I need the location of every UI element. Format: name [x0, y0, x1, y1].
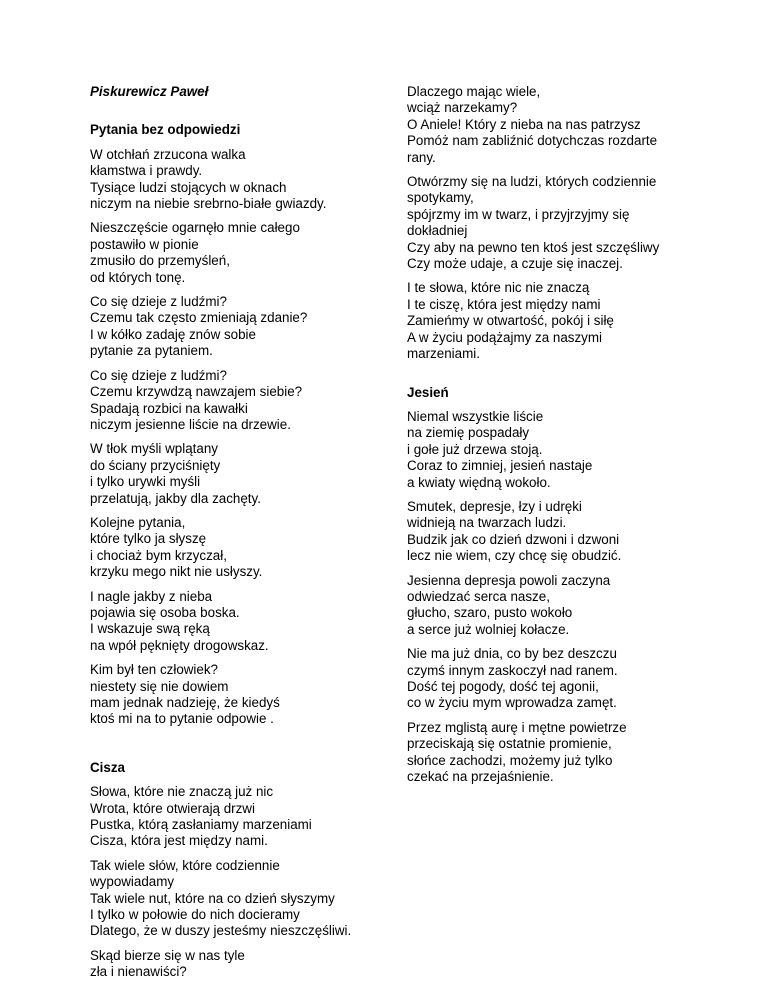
poem-line: Co się dzieje z ludźmi?: [90, 367, 227, 383]
stanza: [407, 573, 707, 639]
poem-line: Nie ma już dnia, co by bez deszczu: [407, 646, 617, 662]
poem-line: Przez mglistą aurę i mętne powietrze: [407, 719, 627, 735]
poem-line: głucho, szaro, pusto wokoło: [407, 605, 573, 621]
poem-line: lecz nie wiem, czy chcę się obudzić.: [407, 548, 622, 564]
poem-line: Co się dzieje z ludźmi?: [90, 294, 227, 310]
poem-line: Cisza, która jest między nami.: [90, 833, 268, 849]
poem-line: Nieszczęście ogarnęło mnie całego: [90, 220, 300, 236]
poem-line: i gołe już drzewa stoją.: [407, 441, 543, 457]
poem-line: I nagle jakby z nieba: [90, 588, 213, 604]
poem-line: Czemu krzywdzą nawzajem siebie?: [90, 384, 303, 400]
poem-line: Pustka, którą zasłaniamy marzeniami: [90, 817, 312, 833]
poem-line: Skąd bierze się w nas tyle: [90, 947, 245, 963]
stanza: [407, 174, 707, 272]
stanza: [90, 368, 390, 434]
poem-line: pytanie za pytaniem.: [90, 343, 213, 359]
poem-line: dokładniej: [407, 223, 468, 239]
poem-body: [90, 784, 390, 980]
poem-line: I wskazuje swą ręką: [90, 621, 210, 637]
left-column: [90, 84, 390, 989]
poem-line: Smutek, depresje, łzy i udręki: [407, 498, 582, 514]
poem-line: A w życiu podążajmy za naszymi: [407, 329, 602, 345]
poem-line: Dlaczego mając wiele,: [407, 84, 541, 99]
poem-line: czymś innym zaskoczył nad ranem.: [407, 662, 618, 678]
poem-line: rany.: [407, 149, 436, 165]
poem-line: Dlatego, że w duszy jesteśmy nieszczęśliwi.: [90, 923, 352, 939]
poem-line: Tak wiele nut, które na co dzień słyszymy: [90, 890, 335, 906]
author-name: Piskurewicz Paweł: [90, 84, 209, 99]
poem-line: Dość tej pogody, dość tej agonii,: [407, 679, 599, 694]
poem-line: Otwórzmy się na ludzi, których codziennie: [407, 174, 657, 190]
poem-line: Kolejne pytania,: [90, 514, 186, 530]
poem-line: I tylko w połowie do nich docieramy: [90, 907, 300, 923]
stanza: [90, 948, 390, 981]
poem-line: pojawia się osoba boska.: [90, 604, 240, 620]
poem-line: Czy może udaje, a czuje się inaczej.: [407, 256, 623, 272]
stanza: [90, 858, 390, 940]
right-column: [407, 84, 707, 793]
stanza: [407, 409, 707, 491]
poem-line: I w kółko zadaję znów sobie: [90, 326, 256, 342]
poem-line: odwiedzać serca nasze,: [407, 588, 550, 604]
poem-line: zła i nienawiści?: [90, 964, 187, 980]
poem-line: mam jednak nadzieję, że kiedyś: [90, 695, 280, 710]
poem-line: od których tonę.: [90, 269, 186, 285]
stanza: [90, 441, 390, 507]
stanza: [90, 589, 390, 655]
poem-title: Cisza: [90, 759, 125, 775]
poem-line: i chociaż bym krzyczał,: [90, 547, 227, 563]
stanza: [407, 646, 707, 712]
poem-line: Wrota, które otwierają drzwi: [90, 800, 255, 816]
poem-line: niestety się nie dowiem: [90, 678, 229, 694]
poem-body: [407, 409, 707, 786]
poem-body: [407, 84, 707, 363]
poem-body: [90, 147, 390, 728]
poem-title: Jesień: [407, 384, 449, 400]
poem-line: a serce już wolniej kołacze.: [407, 621, 570, 637]
stanza: [90, 220, 390, 286]
poem-line: Czy aby na pewno ten ktoś jest szczęśliwy: [407, 239, 660, 255]
poem-line: O Aniele! Który z nieba na nas patrzysz: [407, 116, 641, 132]
poem-line: Budzik jak co dzień dzwoni i dzwoni: [407, 531, 620, 547]
poem-line: Spadają rozbici na kawałki: [90, 400, 248, 416]
poem-line: do ściany przyciśnięty: [90, 457, 221, 473]
poem-line: widnieją na twarzach ludzi.: [407, 515, 567, 531]
poem-line: postawiło w pionie: [90, 236, 199, 252]
poem-line: przeciskają się ostatnie promienie,: [407, 736, 612, 752]
poem-line: przelatują, jakby dla zachęty.: [90, 490, 261, 506]
stanza: [407, 720, 707, 786]
stanza: [407, 84, 707, 166]
stanza: [90, 662, 390, 728]
stanza: [90, 294, 390, 360]
poem-line: co w życiu mym wprowadza zamęt.: [407, 695, 617, 711]
poem-line: wciąż narzekamy?: [407, 100, 518, 116]
poem-line: krzyku mego nikt nie usłyszy.: [90, 564, 263, 580]
poem-line: Pomóż nam zabliźnić dotychczas rozdarte: [407, 133, 658, 149]
poem-line: na ziemię pospadały: [407, 425, 530, 441]
poem-line: Tak wiele słów, które codziennie: [90, 857, 280, 873]
stanza: [90, 784, 390, 850]
poem-line: a kwiaty więdną wokoło.: [407, 474, 551, 490]
poem-line: ktoś mi na to pytanie odpowie .: [90, 711, 274, 727]
poem-line: Słowa, które nie znaczą już nic: [90, 784, 274, 800]
poem-line: I te słowa, które nic nie znaczą: [407, 280, 590, 296]
poem-line: wypowiadamy: [90, 874, 175, 890]
stanza: [90, 515, 390, 581]
poem-line: Niemal wszystkie liście: [407, 408, 544, 424]
poem-line: Jesienna depresja powoli zaczyna: [407, 572, 611, 588]
poem-line: Tysiące ludzi stojących w oknach: [90, 179, 287, 195]
poem-line: niczym na niebie srebrno-białe gwiazdy.: [90, 196, 327, 212]
poem-line: W tłok myśli wplątany: [90, 441, 218, 457]
poem-line: marzeniami.: [407, 346, 480, 362]
poem-line: spójrzmy im w twarz, i przyjrzyjmy się: [407, 206, 630, 222]
poem-line: słońce zachodzi, możemy już tylko: [407, 752, 613, 768]
stanza: [407, 499, 707, 565]
stanza: [407, 280, 707, 362]
poem-line: zmusiło do przemyśleń,: [90, 253, 230, 269]
poem-line: na wpół pęknięty drogowskaz.: [90, 637, 269, 653]
poem-line: kłamstwa i prawdy.: [90, 163, 203, 179]
poem-line: czekać na przejaśnienie.: [407, 769, 554, 785]
poem-line: Kim był ten człowiek?: [90, 662, 219, 678]
poem-line: i tylko urywki myśli: [90, 474, 201, 490]
poem-line: Czemu tak często zmieniają zdanie?: [90, 310, 308, 326]
poem-line: W otchłań zrzucona walka: [90, 146, 246, 162]
poem-title: Pytania bez odpowiedzi: [90, 122, 241, 138]
poem-line: Zamieńmy w otwartość, pokój i siłę: [407, 313, 614, 329]
poem-line: spotykamy,: [407, 190, 474, 206]
poem-line: Coraz to zimniej, jesień nastaje: [407, 458, 593, 474]
poem-line: które tylko ja słyszę: [90, 531, 207, 547]
poem-line: I te ciszę, która jest między nami: [407, 296, 601, 312]
stanza: [90, 147, 390, 213]
poem-line: niczym jesienne liście na drzewie.: [90, 416, 291, 432]
